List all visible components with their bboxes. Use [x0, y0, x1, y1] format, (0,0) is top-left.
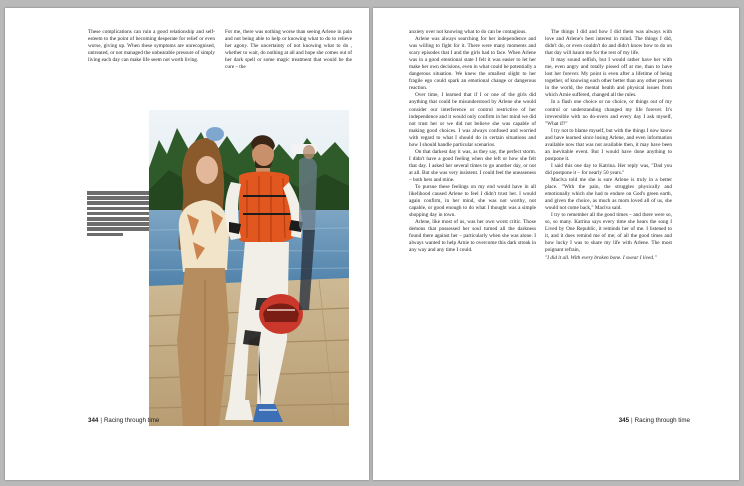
- left-page-footer: [88, 417, 159, 424]
- paragraph: The things I did and how I did them was always with love and Arlene's best interest in mind. The things I did, didn't do, or even couldn't do and didn't know how to do on that day will haunt me for the rest of my life.: [545, 29, 672, 57]
- left-page-number: 344: [88, 417, 99, 424]
- left-page-column-1: [88, 29, 215, 64]
- paragraph: Over time, I learned that if I or one of the girls did anything that could be misunderstood by Arlene she would consider our interference or control restrictive of her independence and it would only confirm in her mind we did not trust her or we did not believe she was capable of making good choices. I was always confused and worried with regard to what I should do in certain situations and how I should handle particular scenarios.: [409, 92, 536, 148]
- right-page-running-title: Racing through time: [634, 417, 690, 424]
- paragraph: It may sound selfish, but I would rather have her with me, even angry and totally pissed off at me, than to have lost her forever. My point is even after a lifetime of being together, of knowing each other better than any other person in the world, the mental health and physical issues from which Arnie suffered, changed all the rules.: [545, 57, 672, 99]
- paragraph: In a flash one choice or no choice, or things out of my control or understanding changed my life forever. It's irreversible with no do-overs and every day I ask myself, "What if?": [545, 99, 672, 127]
- paragraph: I try not to blame myself, but with the things I now know and have learned since losing Arlene, and even information available now that was not available then, it may have been an inevitable event. But I would have done anything to postpone it.: [545, 127, 672, 162]
- photo-couple-on-dock: [149, 110, 349, 426]
- paragraph: Arlene was always searching for her independence and was willing to fight for it. There were many moments and scary episodes that I and the girls had to face. When Arlene was in a good emotional state I felt it was easier to let her make her own decisions, even in what could be potentially a dangerous situation. We knew the smallest slight to her fragile ego could spark an emotional change or dangerous reaction.: [409, 36, 536, 92]
- paragraph: These complications can ruin a good relationship and self-esteem to the point of becoming desperate for relief or even worse, giving up. When these symptoms are unrecognised, untreated, or not managed the unbearable pressure of simply living each day can make life seem not worth living.: [88, 29, 215, 64]
- right-page-number: 345: [618, 417, 630, 424]
- paragraph: Maclva told me she is sure Arlene is truly in a better place. "With the pain, the struggles physically and emotionally which she had to endure on God's green earth, and given the choice, as much as mom loved all of us, she would not come back," Maclva said.: [545, 176, 672, 212]
- footer-separator: |: [100, 417, 102, 424]
- paragraph: I try to remember all the good times – and there were so, so, so many. Katrina says every time she hears the song I Lived by One Republic, it reminds her of me. I listened to it, and it does remind me of me; of all the good times and how lucky I was to share my life with Arlene. The most poignant refrain,: [545, 212, 672, 254]
- redacted-caption-block: [87, 191, 149, 243]
- paragraph: I said this one day to Katrina. Her reply was, "Dad you did postpone it – for nearly 50 years.": [545, 162, 672, 176]
- right-page-footer: [619, 417, 690, 424]
- paragraph: "I did it all. With every broken bone. I swear I lived.": [545, 254, 657, 261]
- left-page: [5, 8, 369, 480]
- paragraph: For me, there was nothing worse than seeing Arlene in pain and not being able to help or knowing what to do to relieve her agony. The uncertainty of not knowing what to do , whether to wait, do nothing at all and hope she comes out of her dark spell or some magic treatment that would be the cure – the: [225, 29, 352, 71]
- footer-separator: |: [631, 417, 633, 424]
- right-page-column-1: [409, 29, 536, 255]
- right-page-column-2: [545, 29, 672, 262]
- paragraph: Arlene, like most of us, was her own worst critic. Those demons that possessed her soul turned all the darkness found there against her – particularly when she was alone. I always wanted to help Arnie to overcome this dark streak in any way and any time I could.: [409, 219, 536, 254]
- right-page: [373, 8, 739, 480]
- paragraph: On that darkest day it was, as they say, the perfect storm. I didn't have a good feeling when she left or how she felt that day. I asked her several times to go another day, or not at all. But she was very insistent. I could feel the uneaseness – both hers and mine.: [409, 148, 536, 183]
- paragraph: To pursue these feelings on my end would have in all likelihood caused Arlene to feel I didn't trust her. I would again confirm, in her mind, she was not worthy, not capable, or good enough to do what I thought was a simple shopping day in town.: [409, 184, 536, 219]
- paragraph: anxiety over not knowing what to do can be contagious.: [409, 29, 527, 35]
- left-page-column-2: [225, 29, 352, 71]
- left-page-running-title: Racing through time: [103, 417, 160, 424]
